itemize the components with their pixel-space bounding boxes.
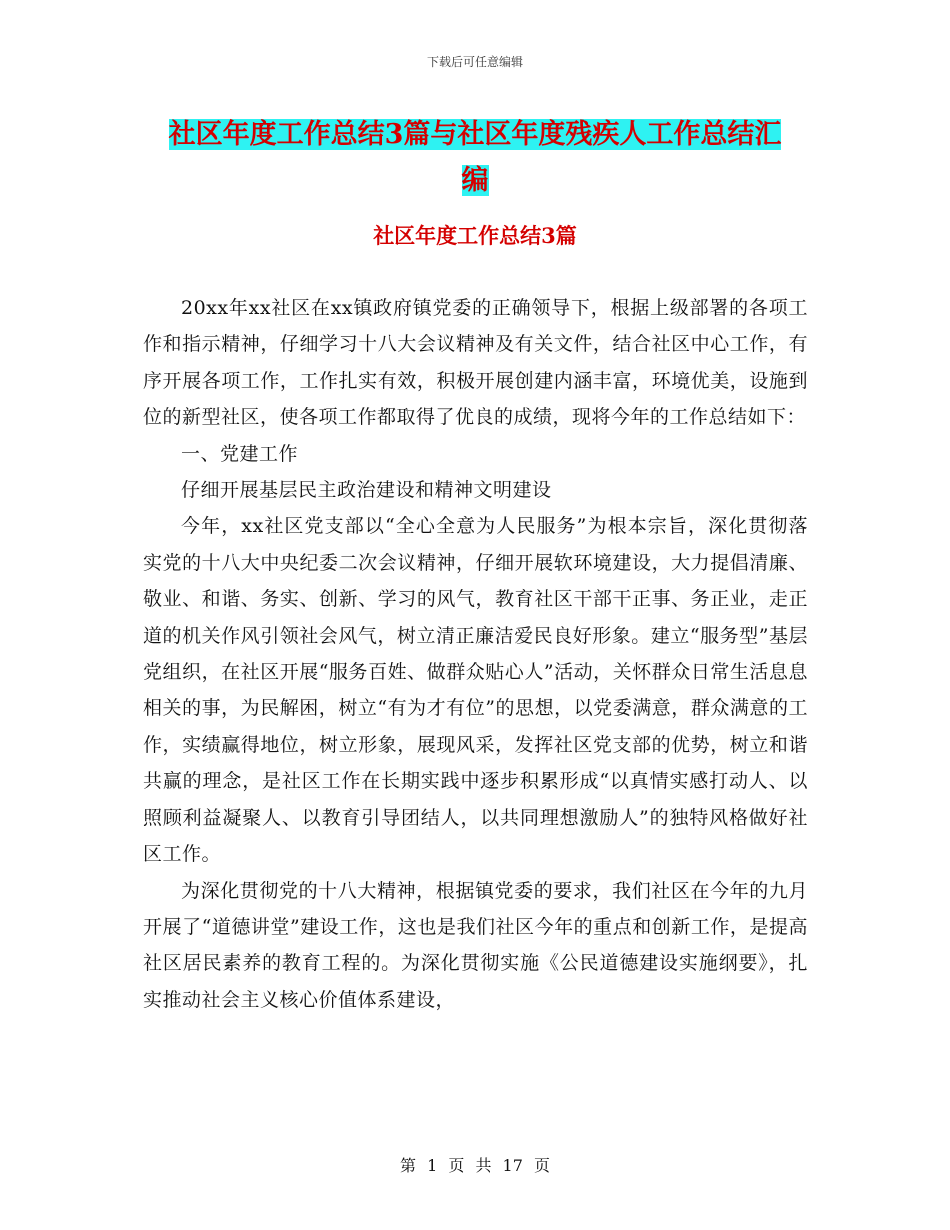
document-title-line1: 社区年度工作总结3篇与社区年度残疾人工作总结汇 [168,119,782,150]
paragraph: 仔细开展基层民主政治建设和精神文明建设 [181,479,552,502]
section-heading: 一、党建工作 [181,442,299,465]
header-note: 下载后可任意编辑 [426,55,523,69]
paragraph: 今年，xx社区党支部以“全心全意为人民服务”为根本宗旨，深化贯彻落实党的十八大中央纪委二次会议精神，仔细开展软环境建设，大力提倡清廉、敬业、和谐、务实、创新、学习的风气，教育社区干部干正事、务正业，走正道的机关作风引领社会风气，树立清正廉洁爱民良好形象。建立“服务型”基层党组织，在社区开展“服务百姓、做群众贴心人”活动，关怀群众日常生活息息相关的事，为民解困，树立“有为才有位”的思想，以党委满意，群众满意的工作，实绩赢得地位，树立形象，展现风采，发挥社区党支部的优势，树立和谐共赢的理念，是社区工作在长期实践中逐步积累形成“以真情实感打动人、以照顾利益凝聚人、以教育引导团结人，以共同理想激励人”的独特风格做好社区工作。 [143,515,808,866]
paragraph: 为深化贯彻党的十八大精神，根据镇党委的要求，我们社区在今年的九月开展了“道德讲堂”建设工作，这也是我们社区今年的重点和创新工作，是提高社区居民素养的教育工程的。为深化贯彻实施《公民道德建设实施纲要》，扎实推动社会主义核心价值体系建设， [143,879,808,1011]
section-subtitle: 社区年度工作总结3篇 [373,223,577,248]
document-title-line2: 编 [461,165,489,196]
page-footer: 第 1 页 共 17 页 [400,1156,550,1175]
document-title [150,112,800,204]
paragraph: 20xx年xx社区在xx镇政府镇党委的正确领导下，根据上级部署的各项工作和指示精神，仔细学习十八大会议精神及有关文件，结合社区中心工作，有序开展各项工作，工作扎实有效，积极开展创建内涵丰富，环境优美，设施到位的新型社区，使各项工作都取得了优良的成绩，现将今年的工作总结如下： [143,297,808,429]
document-body [143,290,808,1018]
